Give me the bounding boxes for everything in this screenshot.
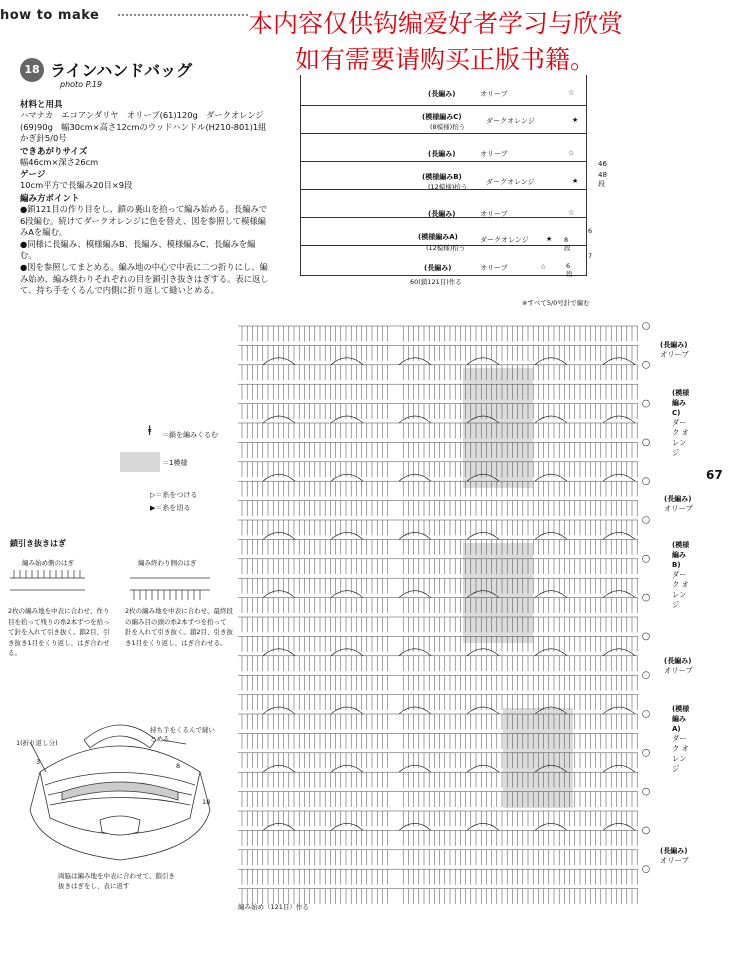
- assembly-num-8: 8: [176, 762, 181, 770]
- hook-note: ※すべて5/0号針で編む: [522, 299, 590, 307]
- schematic-height-rows: 48段: [598, 171, 607, 188]
- seam-end-label: 編み終わり側のはぎ: [138, 559, 197, 567]
- seam-start-desc: 2枚の編み地を中表に合わせ、作り目を拾って残りの糸2本ずつを拾って針を入れて引き抜く。鎖2目、引き抜き1目をくり返し、はぎ合わせる。: [8, 607, 110, 657]
- seam-heading: 鎖引き抜きはぎ: [10, 539, 66, 548]
- gauge-heading: ゲージ: [20, 170, 46, 181]
- wrap-chain-symbol-icon: ⱡ: [148, 424, 152, 438]
- header-divider: [118, 14, 248, 16]
- side-label-4: (模様編みB) ダーク オレンジ: [672, 541, 690, 609]
- points-heading: 編み方ポイント: [20, 193, 80, 204]
- side-label-3: (長編み) オリーブ: [664, 495, 693, 513]
- instructions: [20, 98, 275, 297]
- schematic-bottom-label: 60(鎖121目)作る: [410, 278, 462, 286]
- schematic-height-cm: 46: [598, 160, 607, 168]
- materials-text: ハマナカ エコアンダリヤ オリーブ(61)120g ダークオレンジ(69)90g 幅30cm×高さ12cmのウッドハンドル(H210-801)1組 かぎ針5/0号: [20, 110, 275, 144]
- crochet-chart: [238, 318, 650, 900]
- legend-one-pattern: ＝1模様: [162, 459, 188, 467]
- point-1: ●鎖121目の作り目をし、鎖の裏山を拾って編み始める。長編みで6段編む。続けてダークオレンジに色を替え、図を参照して模様編みAを編む。: [20, 203, 268, 238]
- chart-bottom-label: 編み始め（121目）作る: [238, 903, 309, 911]
- seam-end-desc: 2枚の編み地を中表に合わせ、最終段の編み目の頭の糸2本ずつを拾って針を入れて引き抜く。鎖2目、引き抜き1目をくり返し、はぎ合わせる。: [125, 607, 234, 647]
- size-heading: できあがりサイズ: [20, 146, 88, 157]
- pattern-swatch: [120, 452, 160, 472]
- assembly-bottom-note: 両脇は編み地を中表に合わせて、鎖引き抜きはぎをし、表に返す: [58, 872, 175, 890]
- fold-label: 1(折り返し分): [16, 739, 58, 747]
- materials-heading: 材料と用具: [20, 100, 63, 110]
- side-label-6: (模様編みA) ダーク オレンジ: [672, 705, 690, 773]
- side-label-7: (長編み) オリーブ: [660, 847, 689, 865]
- assembly-num-18: 18: [202, 798, 211, 806]
- watermark-line-2: 如有需要请购买正版书籍。: [295, 45, 596, 74]
- side-label-1: (長編み) オリーブ: [660, 341, 689, 359]
- schematic-dim-6b: 6段: [566, 262, 573, 278]
- legend-attach-yarn: ▷＝糸をつける: [150, 491, 198, 499]
- page-number: 67: [706, 468, 723, 482]
- handle-note: 持ち手をくるんで縫いとめる: [150, 726, 215, 743]
- photo-reference: photo P.19: [60, 80, 103, 89]
- assembly-num-3: 3: [36, 758, 41, 766]
- watermark-line-1: 本内容仅供钩编爱好者学习与欣赏: [248, 9, 624, 38]
- seam-start-label: 編み始め側のはぎ: [22, 559, 74, 567]
- gauge-text: 10cm平方で長編み20目×9段: [20, 180, 133, 191]
- point-2: ●同様に長編み、模様編みB、長編み、模様編みC、長編みを編む。: [20, 238, 256, 261]
- legend-wrap-chain: ＝鎖を編みくるむ: [162, 431, 218, 439]
- point-3: ●図を参照してまとめる。編み地の中心で中表に二つ折りにし、編み始め、編み終わりそれぞれの目を鎖引き抜きはぎする。表に返して、持ち手をくるんで内側に折り返して縫いとめる。: [20, 261, 269, 296]
- legend-cut-yarn: ▶＝糸を切る: [150, 504, 191, 512]
- section-label: how to make: [0, 8, 100, 23]
- size-text: 幅46cm×深さ26cm: [20, 156, 99, 167]
- project-number-badge: 18: [20, 58, 44, 82]
- schematic-dim-8: 8段: [564, 236, 571, 252]
- side-label-5: (長編み) オリーブ: [664, 657, 693, 675]
- schematic-dim-7: 7: [588, 252, 593, 260]
- seam-diagram: [10, 568, 230, 604]
- project-title: ラインハンドバッグ: [50, 61, 193, 80]
- schematic-dim-6: 6: [588, 227, 593, 235]
- side-label-2: (模様編みC) ダーク オレンジ: [672, 389, 690, 457]
